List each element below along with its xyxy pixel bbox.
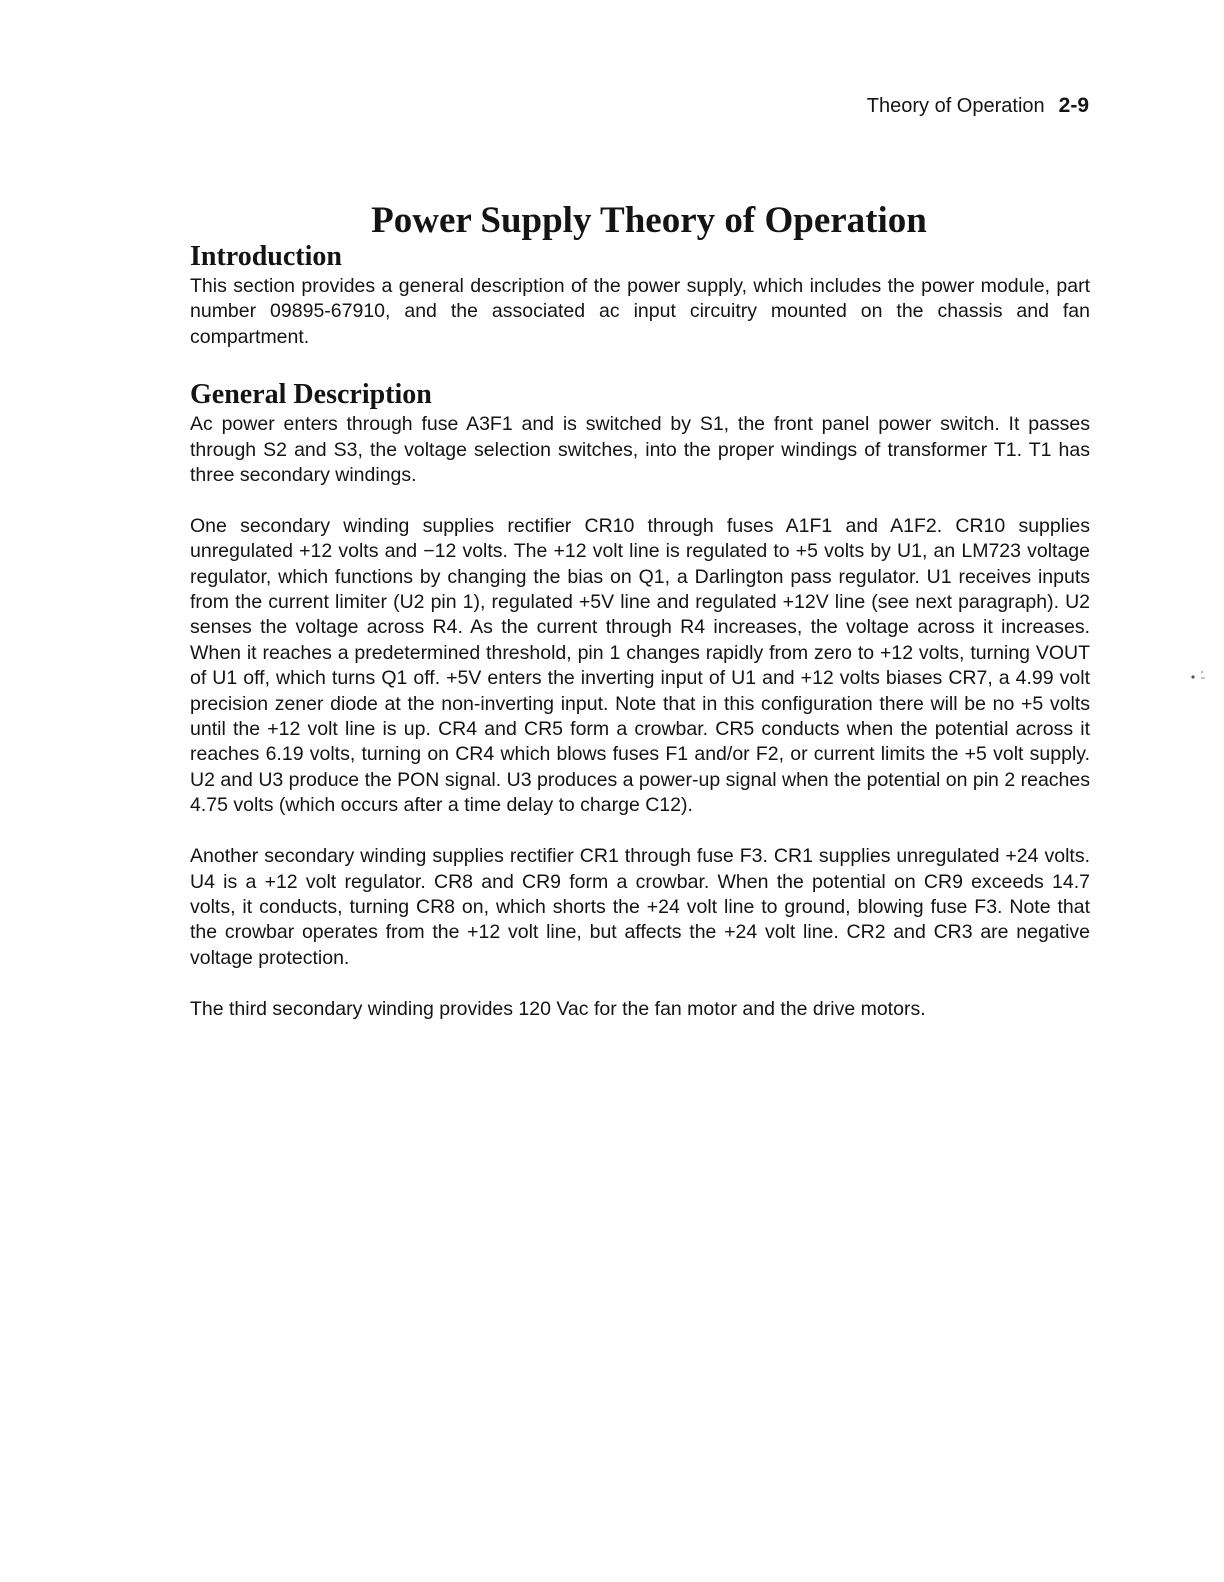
introduction-heading: Introduction bbox=[190, 241, 342, 272]
page-number: 2-9 bbox=[1058, 94, 1089, 117]
page-title: Power Supply Theory of Operation bbox=[371, 200, 927, 241]
running-header bbox=[867, 93, 1089, 119]
general-description-paragraph-4: The third secondary winding provides 120 Vac for the fan motor and the drive motors. bbox=[190, 997, 926, 1020]
general-description-paragraph-3: Another secondary winding supplies rectifier CR1 through fuse F3. CR1 supplies unregulated +24 volts. U4 is a +12 volt regulator. CR8 and CR9 form a crowbar. When the potential on CR9 exceeds 14.7 volts, it conducts, turning CR8 on, which shorts the +24 volt line to ground, blowing fuse F3. Note that the crowbar operates from the +12 volt line, but affects the +24 volt line. CR2 and CR3 are negative voltage protection. bbox=[190, 845, 1090, 969]
general-description-paragraph-2: One secondary winding supplies rectifier CR10 through fuses A1F1 and A1F2. CR10 supplies unregulated +12 volts and −12 volts. The +12 volt line is regulated to +5 volts by U1, an LM723 voltage regulator, which functions by changing the bias on Q1, a Darlington pass regulator. U1 receives inputs from the current limiter (U2 pin 1), regulated +5V line and regulated +12V line (see next paragraph). U2 senses the voltage across R4. As the current through R4 increases, the voltage across it increases. When it reaches a predetermined threshold, pin 1 changes rapidly from zero to +12 volts, turning VOUT of U1 off, which turns Q1 off. +5V enters the inverting input of U1 and +12 volts biases CR7, a 4.99 volt precision zener diode at the non-inverting input. Note that in this configuration there will be no +5 volts until the +12 volt line is up. CR4 and CR5 form a crowbar. CR5 conducts when the potential across it reaches 6.19 volts, turning on CR4 which blows fuses F1 and/or F2, or current limits the +5 volt supply. U2 and U3 produce the PON signal. U3 produces a power-up signal when the potential on pin 2 reaches 4.75 volts (which occurs after a time delay to charge C12). bbox=[190, 514, 1090, 817]
introduction-paragraph: This section provides a general description of the power supply, which includes the power module, part number 09895-67910, and the associated ac input circuitry mounted on the chassis and fan compartment. bbox=[190, 275, 1090, 348]
header-section-name: Theory of Operation bbox=[866, 95, 1045, 117]
page-body bbox=[190, 196, 1090, 1022]
general-description-paragraph-1: Ac power enters through fuse A3F1 and is switched by S1, the front panel power switch. It passes through S2 and S3, the voltage selection switches, into the proper windings of transformer T1. T1 has three secondary windings. bbox=[190, 413, 1090, 487]
scan-artifact-mark bbox=[1188, 668, 1208, 682]
general-description-heading: General Description bbox=[190, 379, 432, 411]
